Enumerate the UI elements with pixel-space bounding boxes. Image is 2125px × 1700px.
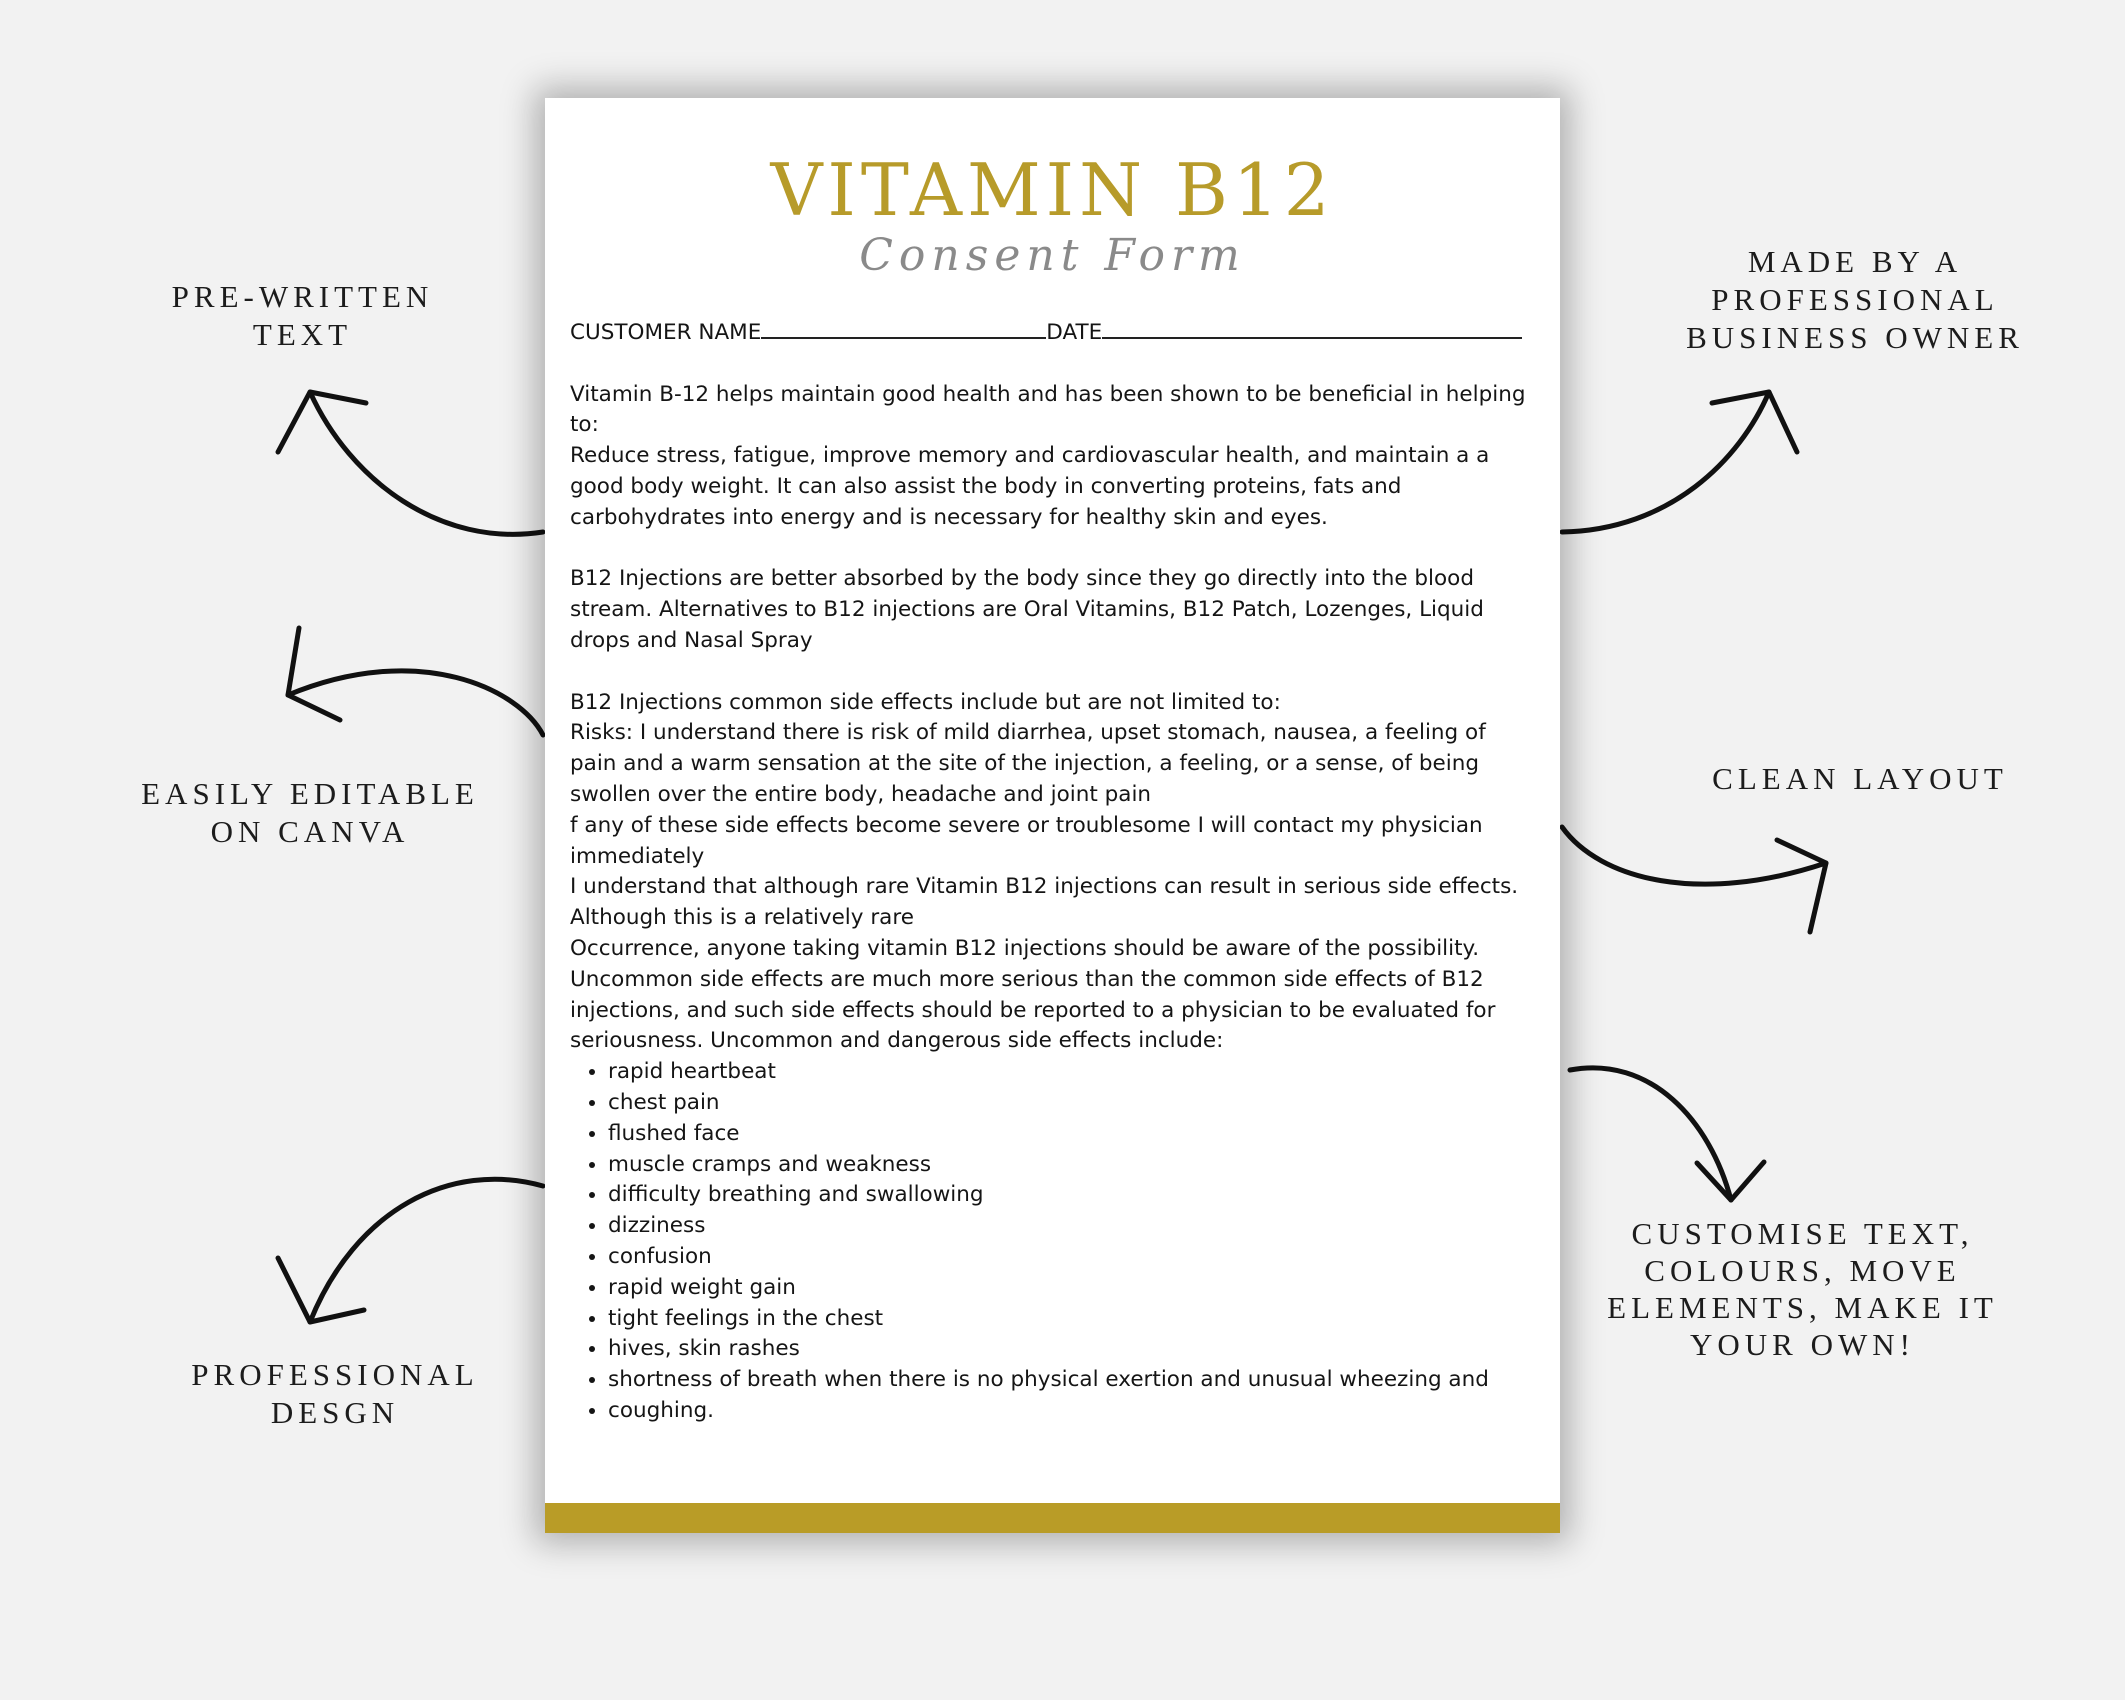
arrow-professional-design xyxy=(310,1179,543,1322)
callout-line: PRE-WRITTEN xyxy=(171,279,434,314)
list-item: • muscle cramps and weakness xyxy=(608,1150,1530,1181)
list-item: • hives, skin rashes xyxy=(608,1334,1530,1365)
arrow-clean-layout xyxy=(1562,827,1826,884)
list-item: • flushed face xyxy=(608,1119,1530,1150)
callout-line: CUSTOMISE TEXT, xyxy=(1631,1216,1974,1251)
list-item: • difficulty breathing and swallowing xyxy=(608,1180,1530,1211)
form-title: VITAMIN B12 xyxy=(770,148,1335,232)
arrow-pre-written-head xyxy=(278,392,366,452)
callout-line: ON CANVA xyxy=(210,814,410,849)
consent-form-page xyxy=(545,98,1560,1533)
callout-customise xyxy=(1600,1215,2005,1363)
callout-easily-editable xyxy=(130,775,490,851)
list-item: • coughing. xyxy=(608,1396,1530,1427)
arrow-clean-layout-head xyxy=(1777,840,1826,932)
arrow-made-by xyxy=(1562,392,1769,532)
arrow-pre-written xyxy=(310,392,543,534)
side-effects-heading: B12 Injections common side effects include but are not limited to: xyxy=(570,689,1281,715)
absorption-paragraph: B12 Injections are better absorbed by the body since they go directly into the blood stream. Alternatives to B12 injections are Oral Vitamins, B12 Patch, Lozenges, Liquid drops and Nasal Spray xyxy=(570,566,1484,653)
side-effects-list xyxy=(570,1057,1530,1427)
contact-paragraph: f any of these side effects become severe or troublesome I will contact my physician immediately xyxy=(570,812,1483,869)
risks-paragraph: Risks: I understand there is risk of mild diarrhea, upset stomach, nausea, a feeling of pain and a warm sensation at the site of the injection, a feeling, or a sense, of being swollen over the entire body, headache and joint pain xyxy=(570,720,1486,807)
form-subtitle: Consent Form xyxy=(859,230,1246,281)
list-item: • confusion xyxy=(608,1242,1530,1273)
callout-line: PROFESSIONAL xyxy=(191,1357,479,1392)
occurrence-paragraph: Occurrence, anyone taking vitamin B12 injections should be aware of the possibility. Uncommon side effects are much more serious than the common side effects of B12 injections, and such side effects should be reported to a physician to be evaluated for seriousness. Uncommon and dangerous side effects include: xyxy=(570,935,1496,1054)
list-item: • shortness of breath when there is no physical exertion and unusual wheezing and xyxy=(608,1365,1530,1396)
customer-name-label: CUSTOMER NAME xyxy=(570,320,762,345)
callout-made-by xyxy=(1600,243,2110,357)
customer-name-line[interactable] xyxy=(761,315,1046,339)
benefits-paragraph: Reduce stress, fatigue, improve memory and cardiovascular health, and maintain a a good body weight. It can also assist the body in converting proteins, fats and carbohydrates into energy and is necessary for healthy skin and eyes. xyxy=(570,443,1490,530)
callout-line: DESGN xyxy=(270,1395,400,1430)
callout-line: MADE BY A PROFESSIONAL xyxy=(1711,244,1999,317)
footer-accent-bar xyxy=(545,1503,1560,1533)
arrow-easily-editable xyxy=(288,671,543,735)
form-body xyxy=(570,315,1530,1427)
callout-line: YOUR OWN! xyxy=(1690,1327,1915,1362)
list-item: • rapid heartbeat xyxy=(608,1057,1530,1088)
callout-line: ELEMENTS, MAKE IT xyxy=(1607,1290,1998,1325)
callout-professional-design xyxy=(170,1356,500,1432)
callout-line: TEXT xyxy=(252,317,353,352)
arrow-customise xyxy=(1570,1068,1731,1200)
list-item: • dizziness xyxy=(608,1211,1530,1242)
date-line[interactable] xyxy=(1102,315,1522,339)
intro-paragraph: Vitamin B-12 helps maintain good health and has been shown to be beneficial in helping to: xyxy=(570,381,1526,438)
arrow-easily-editable-head xyxy=(288,628,340,720)
callout-line: CLEAN LAYOUT xyxy=(1712,761,2008,796)
list-item: • chest pain xyxy=(608,1088,1530,1119)
rare-paragraph: I understand that although rare Vitamin B12 injections can result in serious side effects. xyxy=(570,874,1519,900)
customer-name-row xyxy=(570,315,1530,349)
callout-clean-layout xyxy=(1690,760,2030,798)
list-item: • rapid weight gain xyxy=(608,1273,1530,1304)
list-item: • tight feelings in the chest xyxy=(608,1304,1530,1335)
rare-paragraph-2: Although this is a relatively rare xyxy=(570,905,914,931)
callout-line: EASILY EDITABLE xyxy=(141,776,479,811)
callout-line: BUSINESS OWNER xyxy=(1686,320,2024,355)
callout-pre-written-text xyxy=(150,278,455,354)
arrow-professional-design-head xyxy=(278,1258,364,1322)
date-label: DATE xyxy=(1046,320,1103,345)
callout-line: COLOURS, MOVE xyxy=(1644,1253,1961,1288)
